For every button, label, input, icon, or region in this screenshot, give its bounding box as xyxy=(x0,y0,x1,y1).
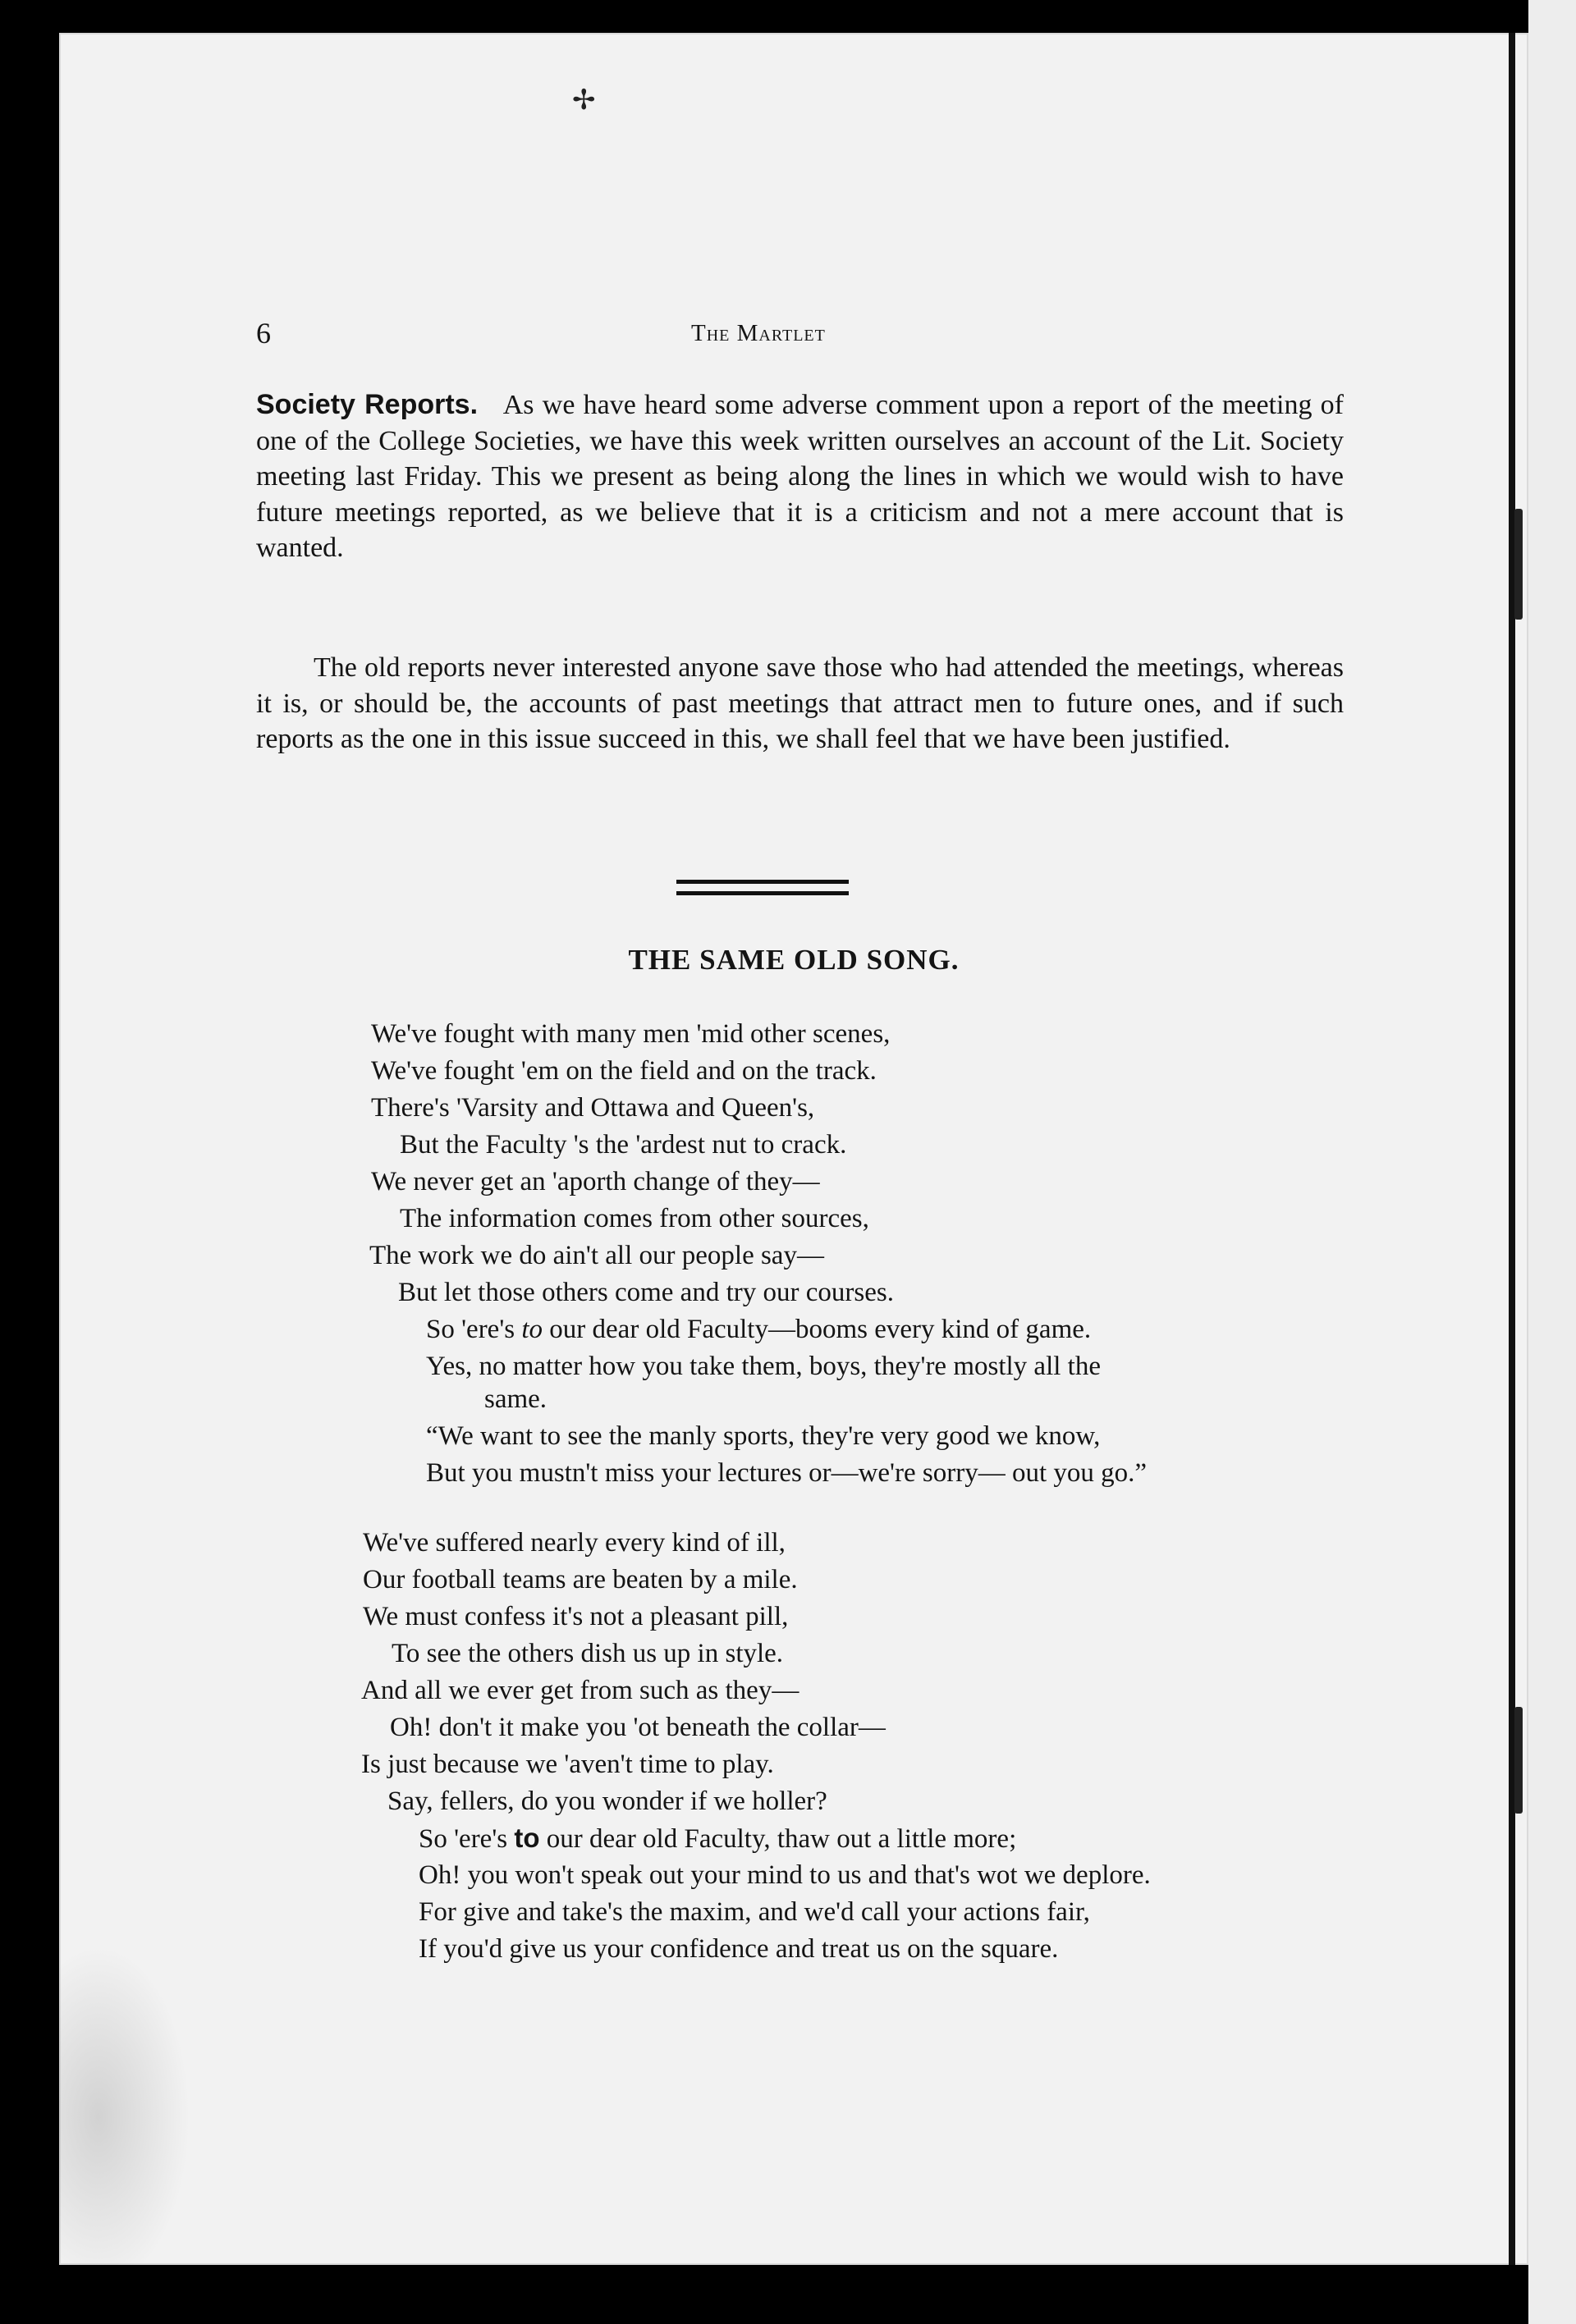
chorus-line-continuation: same. xyxy=(484,1384,547,1414)
chorus-line-start: So 'ere's xyxy=(426,1315,522,1344)
poem-line: Say, fellers, do you wonder if we holler? xyxy=(387,1786,827,1816)
chorus-line xyxy=(426,1313,1091,1346)
chorus-emphasis: to xyxy=(521,1315,543,1344)
chorus-line: If you'd give us your confidence and treat us on the square. xyxy=(419,1934,1059,1964)
poem-line: The work we do ain't all our people say— xyxy=(369,1241,824,1270)
chorus-line: But you mustn't miss your lectures or—we're sorry— out you go.” xyxy=(426,1458,1148,1488)
chorus-line-end: our dear old Faculty—booms every kind of game. xyxy=(543,1315,1092,1344)
poem-line: We never get an 'aporth change of they— xyxy=(371,1167,820,1196)
ink-mark: ✢ xyxy=(572,85,596,116)
poem-line: The information comes from other sources, xyxy=(400,1204,869,1233)
poem-line: To see the others dish us up in style. xyxy=(392,1639,784,1668)
chorus-line: Oh! you won't speak out your mind to us and that's wot we deplore. xyxy=(419,1860,1151,1890)
poem-line: But the Faculty 's the 'ardest nut to crack. xyxy=(400,1130,847,1160)
binding-strip xyxy=(1528,0,1576,2324)
binding-clip xyxy=(1514,1707,1523,1814)
poem-line: And all we ever get from such as they— xyxy=(361,1676,799,1705)
editorial-heading: Society Reports. xyxy=(256,389,479,420)
page-number: 6 xyxy=(256,317,271,350)
poem-line: We've fought 'em on the field and on the track. xyxy=(371,1056,877,1086)
poem-line: Is just because we 'aven't time to play. xyxy=(361,1750,774,1779)
document-page xyxy=(59,33,1528,2265)
poem-line: Our football teams are beaten by a mile. xyxy=(363,1565,798,1594)
editorial-continuation: of the meeting of one of the College Societies, we have this week written ourselves an account of the Lit. Society meeting last Friday. This we present as being along the lines in which we would wish to have future meetings reported, as we believe that it is a criticism and not a mere account that is wanted. xyxy=(256,390,1344,563)
chorus-line: Yes, no matter how you take them, boys, they're mostly all the xyxy=(426,1352,1101,1381)
editorial-paragraph-2: The old reports never interested anyone save those who had attended the meetings, whereas it is, or should be, the accounts of past meetings that attract men to future ones, and if such reports as the one in this issue succeed in this, we shall feel that we have been justified. xyxy=(256,652,1344,754)
chorus-line: For give and take's the maxim, and we'd call your actions fair, xyxy=(419,1897,1090,1927)
poem-body xyxy=(59,33,1528,2265)
running-head: The Martlet xyxy=(691,320,826,346)
poem-line: Oh! don't it make you 'ot beneath the collar— xyxy=(390,1713,886,1742)
binding-edge xyxy=(1509,33,1515,2265)
chorus-line: “We want to see the manly sports, they're very good we know, xyxy=(426,1421,1101,1451)
chorus-emphasis: to xyxy=(514,1823,540,1853)
poem-line: But let those others come and try our courses. xyxy=(398,1278,894,1307)
poem-line: We must confess it's not a pleasant pill, xyxy=(363,1602,789,1631)
chorus-line-start: So 'ere's xyxy=(419,1824,515,1854)
chorus-line xyxy=(419,1822,1016,1855)
chorus-line-end: our dear old Faculty, thaw out a little more; xyxy=(539,1824,1017,1854)
binding-clip xyxy=(1514,509,1523,620)
poem-line: We've suffered nearly every kind of ill, xyxy=(363,1528,786,1558)
poem-title: THE SAME OLD SONG. xyxy=(628,944,960,976)
poem-line: There's 'Varsity and Ottawa and Queen's, xyxy=(371,1093,815,1123)
poem-line: We've fought with many men 'mid other scenes, xyxy=(371,1019,891,1049)
editorial-first-line: As we have heard some adverse comment upon a report xyxy=(502,390,1140,420)
